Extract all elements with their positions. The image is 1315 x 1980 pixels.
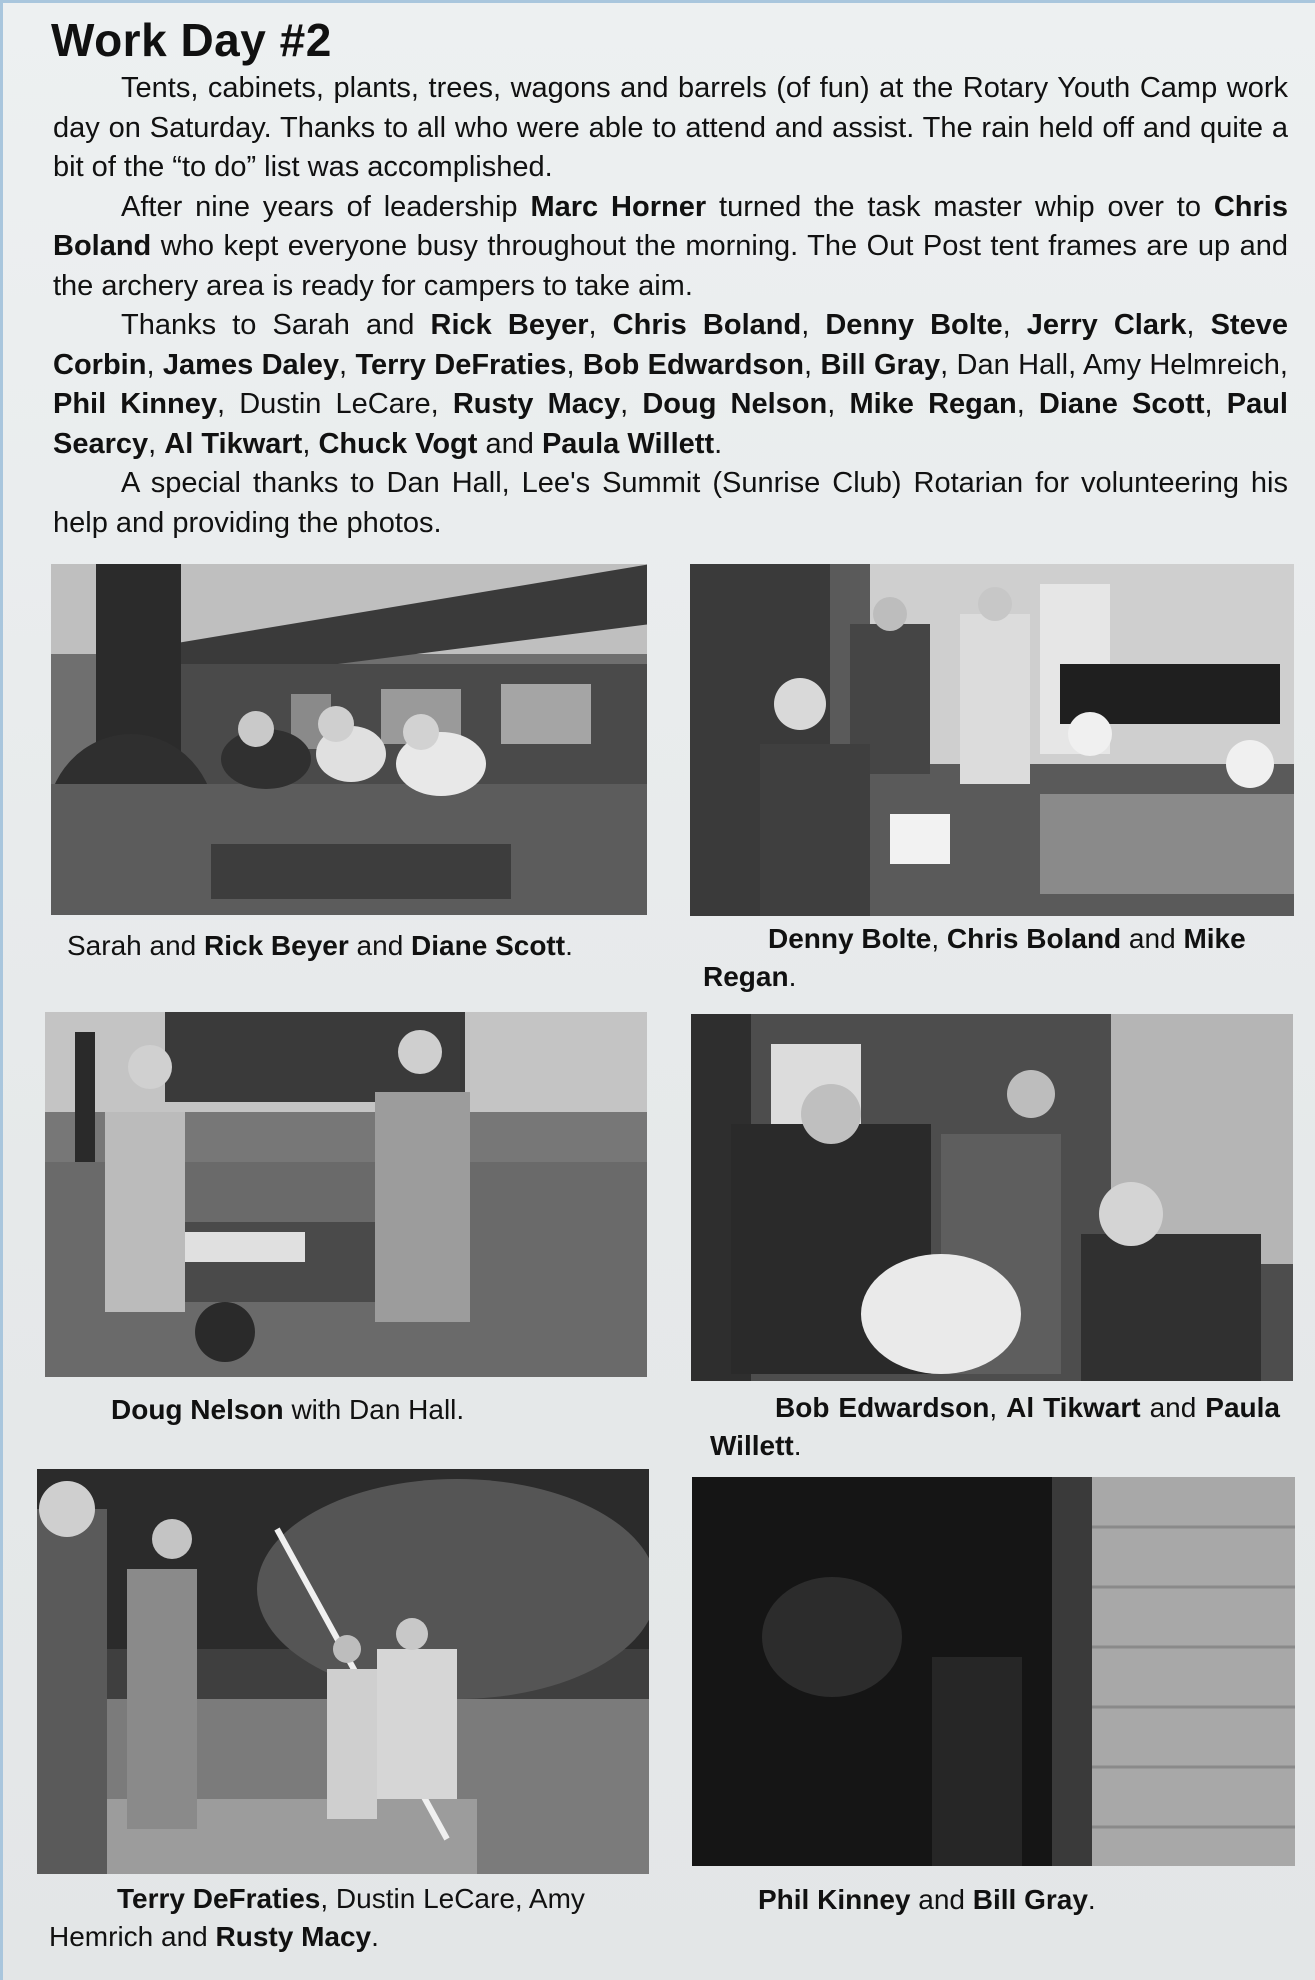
text-run: , bbox=[931, 923, 947, 954]
article-paragraph bbox=[53, 69, 1288, 188]
page-title: Work Day #2 bbox=[51, 14, 332, 66]
bold-name-text: Steve Corbin bbox=[53, 309, 1288, 381]
bold-name-text: Denny Bolte bbox=[825, 309, 1003, 341]
photo-caption bbox=[49, 1880, 639, 1956]
bold-name-text: Al Tikwart bbox=[1006, 1392, 1141, 1423]
bold-name-text: Terry DeFraties bbox=[117, 1883, 321, 1914]
text-run: , Dustin LeCare, bbox=[217, 388, 453, 420]
bold-name-text: Al Tikwart bbox=[164, 427, 303, 460]
bold-name-text: Doug Nelson bbox=[111, 1394, 284, 1425]
bold-name-text: Chris Boland bbox=[612, 309, 802, 341]
text-run: with Dan Hall. bbox=[283, 1394, 465, 1425]
bold-name-text: Mike Regan bbox=[703, 923, 1246, 992]
photo-outdoor-pole bbox=[37, 1469, 649, 1874]
text-run: , bbox=[803, 348, 821, 381]
photo-caption bbox=[67, 927, 647, 965]
bold-name-text: Bob Edwardson bbox=[775, 1392, 990, 1423]
article-body bbox=[53, 69, 1288, 543]
text-run: , bbox=[146, 348, 163, 381]
text-run: and bbox=[910, 1884, 973, 1915]
text-run: A special thanks to Dan Hall, Lee's Summit (Sunrise Club) Rotarian for volunteering his help and providing the photos. bbox=[53, 467, 1288, 539]
text-run: , Dan Hall, Amy Helmreich, bbox=[940, 348, 1288, 381]
text-run: and bbox=[1121, 923, 1184, 954]
bold-name-text: Rick Beyer bbox=[204, 930, 349, 961]
bold-name-text: Paula Willett bbox=[710, 1392, 1280, 1461]
bold-name-text: Marc Horner bbox=[530, 190, 707, 223]
photo-caption bbox=[758, 1881, 1298, 1919]
text-run: Thanks to Sarah and bbox=[121, 309, 431, 341]
photo-garden-bed bbox=[51, 564, 647, 915]
text-run: . bbox=[788, 961, 797, 992]
bold-name-text: Chuck Vogt bbox=[318, 427, 478, 460]
text-run: who kept everyone busy throughout the morning. The Out Post tent frames are up and the archery area is ready for campers to take aim. bbox=[53, 230, 1288, 302]
photo-wagons bbox=[690, 564, 1294, 916]
text-run: After nine years of leadership bbox=[121, 190, 531, 223]
photo-caption bbox=[710, 1389, 1280, 1465]
bold-name-text: Diane Scott bbox=[1038, 388, 1205, 420]
text-run: , Dustin LeCare, Amy Hemrich and bbox=[49, 1883, 585, 1952]
bold-name-text: Chris Boland bbox=[946, 923, 1122, 954]
text-run: . bbox=[714, 427, 723, 460]
bold-name-text: Rusty Macy bbox=[215, 1921, 372, 1952]
text-run: , bbox=[339, 348, 356, 381]
photo-caption bbox=[111, 1391, 651, 1429]
bold-name-text: James Daley bbox=[162, 348, 339, 381]
photo-caption bbox=[703, 920, 1293, 996]
bold-name-text: Doug Nelson bbox=[642, 388, 828, 420]
bold-name-text: Bill Gray bbox=[820, 348, 941, 381]
bold-name-text: Bob Edwardson bbox=[582, 348, 804, 381]
article-paragraph bbox=[53, 464, 1288, 543]
text-run: and bbox=[1140, 1392, 1206, 1423]
photo-log-splitter bbox=[45, 1012, 647, 1377]
text-run: and bbox=[348, 930, 412, 961]
text-run: . bbox=[565, 930, 573, 961]
text-run: . bbox=[371, 1921, 379, 1952]
text-run: . bbox=[1087, 1884, 1096, 1915]
text-run: , bbox=[1016, 388, 1039, 420]
text-run: , bbox=[1204, 388, 1227, 420]
bold-name-text: Chris Boland bbox=[53, 190, 1288, 262]
text-run: , bbox=[1186, 309, 1211, 341]
bold-name-text: Paula Willett bbox=[541, 427, 715, 460]
bold-name-text: Denny Bolte bbox=[768, 923, 932, 954]
bold-name-text: Jerry Clark bbox=[1026, 309, 1187, 341]
photo-barrel bbox=[691, 1014, 1293, 1381]
photo-dark-doorway bbox=[692, 1477, 1295, 1866]
bold-name-text: Paul Searcy bbox=[53, 388, 1288, 460]
text-run: , bbox=[801, 309, 826, 341]
text-run: Sarah and bbox=[67, 930, 204, 961]
bold-name-text: Rusty Macy bbox=[452, 388, 621, 420]
text-run: , bbox=[588, 309, 613, 341]
bold-name-text: Terry DeFraties bbox=[355, 348, 567, 381]
bold-name-text: Bill Gray bbox=[972, 1884, 1088, 1915]
text-run: and bbox=[477, 427, 542, 460]
bold-name-text: Phil Kinney bbox=[53, 388, 217, 420]
article-paragraph bbox=[53, 306, 1288, 464]
text-run: , bbox=[827, 388, 850, 420]
bold-name-text: Rick Beyer bbox=[430, 309, 589, 341]
text-run: . bbox=[793, 1430, 802, 1461]
bold-name-text: Diane Scott bbox=[411, 930, 566, 961]
text-run: , bbox=[1002, 309, 1027, 341]
text-run: , bbox=[566, 348, 583, 381]
text-run: , bbox=[620, 388, 643, 420]
article-paragraph bbox=[53, 188, 1288, 307]
text-run: , bbox=[302, 427, 319, 460]
text-run: , bbox=[148, 427, 165, 460]
text-run: , bbox=[989, 1392, 1007, 1423]
text-run: Tents, cabinets, plants, trees, wagons and barrels (of fun) at the Rotary Youth Camp work day on Saturday. Thanks to all who were able to attend and assist. The rain held off and quite a bit of the “to do” list was accomplished. bbox=[53, 72, 1288, 183]
bold-name-text: Phil Kinney bbox=[758, 1884, 911, 1915]
bold-name-text: Mike Regan bbox=[849, 388, 1017, 420]
text-run: turned the task master whip over to bbox=[706, 190, 1214, 223]
